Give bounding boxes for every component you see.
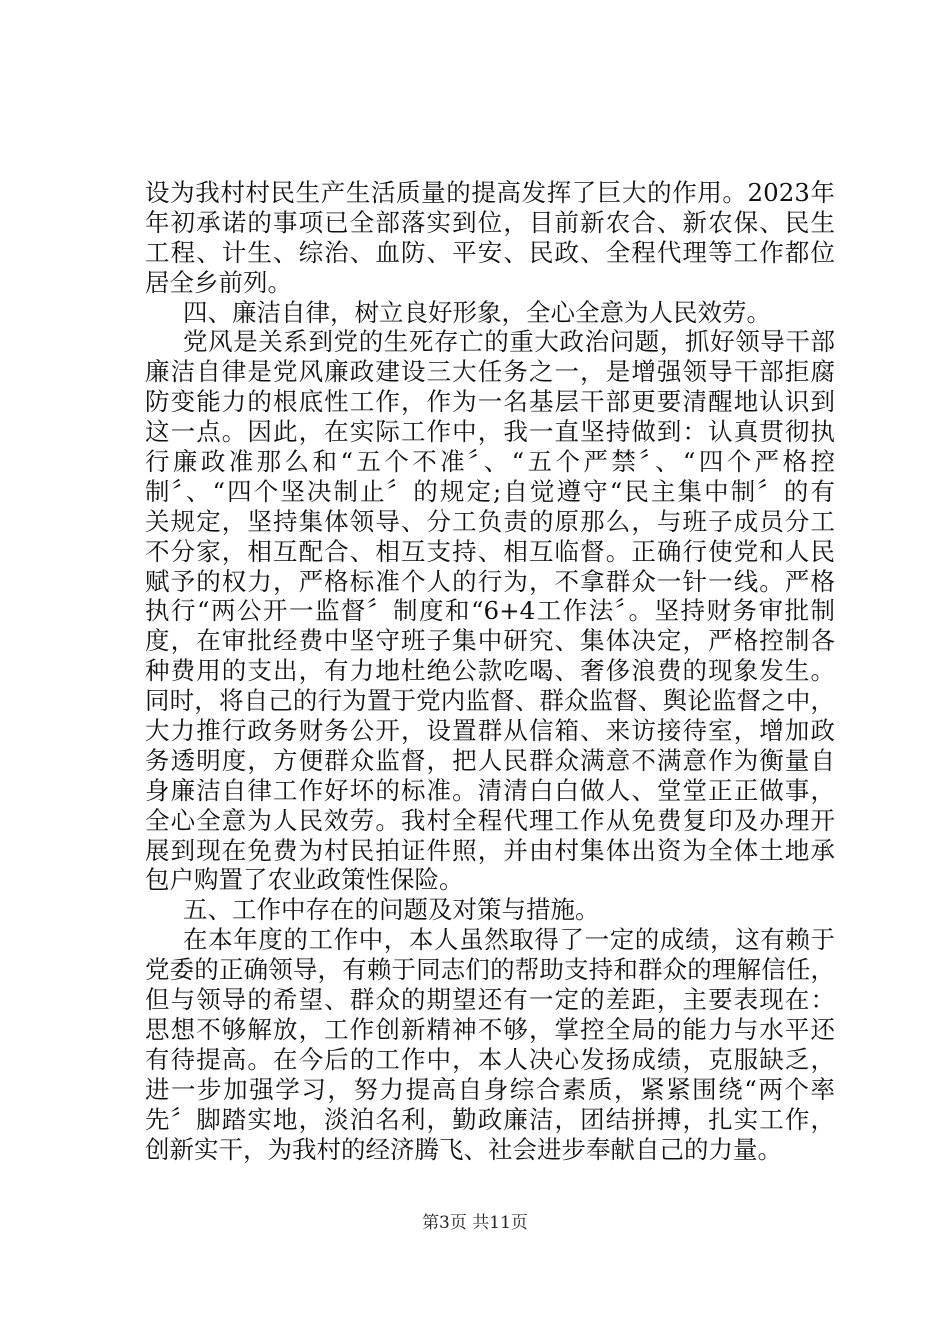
text-line: 创新实干，为我村的经济腾飞、社会进步奉献自己的力量。 (145, 1134, 782, 1164)
text-line: 廉洁自律是党风廉政建设三大任务之一，是增强领导干部拒腐 (145, 357, 835, 387)
text-line: 展到现在免费为村民拍证件照，并由村集体出资为全体土地承 (145, 835, 835, 865)
text-line: 进一步加强学习，努力提高自身综合素质，紧紧围绕“两个率 (145, 1074, 835, 1104)
text-line: 大力推行政务财务公开，设置群从信箱、来访接待室，增加政 (145, 716, 835, 746)
text-line: 工程、计生、综治、血防、平安、民政、全程代理等工作都位 (145, 237, 835, 267)
text-line: 有待提高。在今后的工作中，本人决心发扬成绩，克服缺乏， (145, 1044, 835, 1074)
text-line: 制〞、“四个坚决制止〞的规定;自觉遵守“民主集中制〞的有 (145, 476, 835, 506)
text-line: 关规定，坚持集体领导、分工负责的原那么，与班子成员分工 (145, 506, 835, 536)
text-line: 思想不够解放，工作创新精神不够，掌控全局的能力与水平还 (145, 1014, 835, 1044)
text-line: 赋予的权力，严格标准个人的行为，不拿群众一针一线。严格 (145, 566, 835, 596)
text-line: 行廉政准那么和“五个不准〞、“五个严禁〞、“四个严格控 (145, 447, 835, 477)
text-line: 但与领导的希望、群众的期望还有一定的差距，主要表现在： (145, 985, 835, 1015)
text-line: 年初承诺的事项已全部落实到位，目前新农合、新农保、民生 (145, 207, 835, 237)
text-line: 包户购置了农业政策性保险。 (145, 865, 464, 895)
text-line: 在本年度的工作中，本人虽然取得了一定的成绩，这有赖于 (183, 925, 835, 955)
text-line: 党委的正确领导，有赖于同志们的帮助支持和群众的理解信任， (145, 955, 835, 985)
page-number-footer: 第3页 共11页 (422, 1213, 528, 1233)
text-line: 五、工作中存在的问题及对策与措施。 (183, 895, 600, 925)
text-line: 四、廉洁自律，树立良好形象，全心全意为人民效劳。 (183, 297, 771, 327)
text-line: 党风是关系到党的生死存亡的重大政治问题，抓好领导干部 (183, 327, 835, 357)
text-line: 同时，将自己的行为置于党内监督、群众监督、舆论监督之中， (145, 686, 835, 716)
text-line: 居全乡前列。 (145, 267, 292, 297)
document-body (145, 178, 835, 1164)
text-line: 执行“两公开一监督〞制度和“6+4工作法〞。坚持财务审批制 (145, 596, 835, 626)
text-line: 先〞脚踏实地，淡泊名利，勤政廉洁，团结拼搏，扎实工作， (145, 1104, 835, 1134)
text-line: 务透明度，方便群众监督，把人民群众满意不满意作为衡量自 (145, 745, 835, 775)
text-line: 种费用的支出，有力地杜绝公款吃喝、奢侈浪费的现象发生。 (145, 656, 835, 686)
text-line: 这一点。因此，在实际工作中，我一直坚持做到：认真贯彻执 (145, 417, 835, 447)
text-line: 不分家，相互配合、相互支持、相互临督。正确行使党和人民 (145, 536, 835, 566)
text-line: 度，在审批经费中坚守班子集中研究、集体决定，严格控制各 (145, 626, 835, 656)
text-line: 全心全意为人民效劳。我村全程代理工作从免费复印及办理开 (145, 805, 835, 835)
text-line: 设为我村村民生产生活质量的提高发挥了巨大的作用。2023年 (145, 178, 835, 207)
text-line: 身廉洁自律工作好坏的标准。清清白白做人、堂堂正正做事， (145, 775, 835, 805)
text-line: 防变能力的根底性工作，作为一名基层干部更要清醒地认识到 (145, 387, 835, 417)
